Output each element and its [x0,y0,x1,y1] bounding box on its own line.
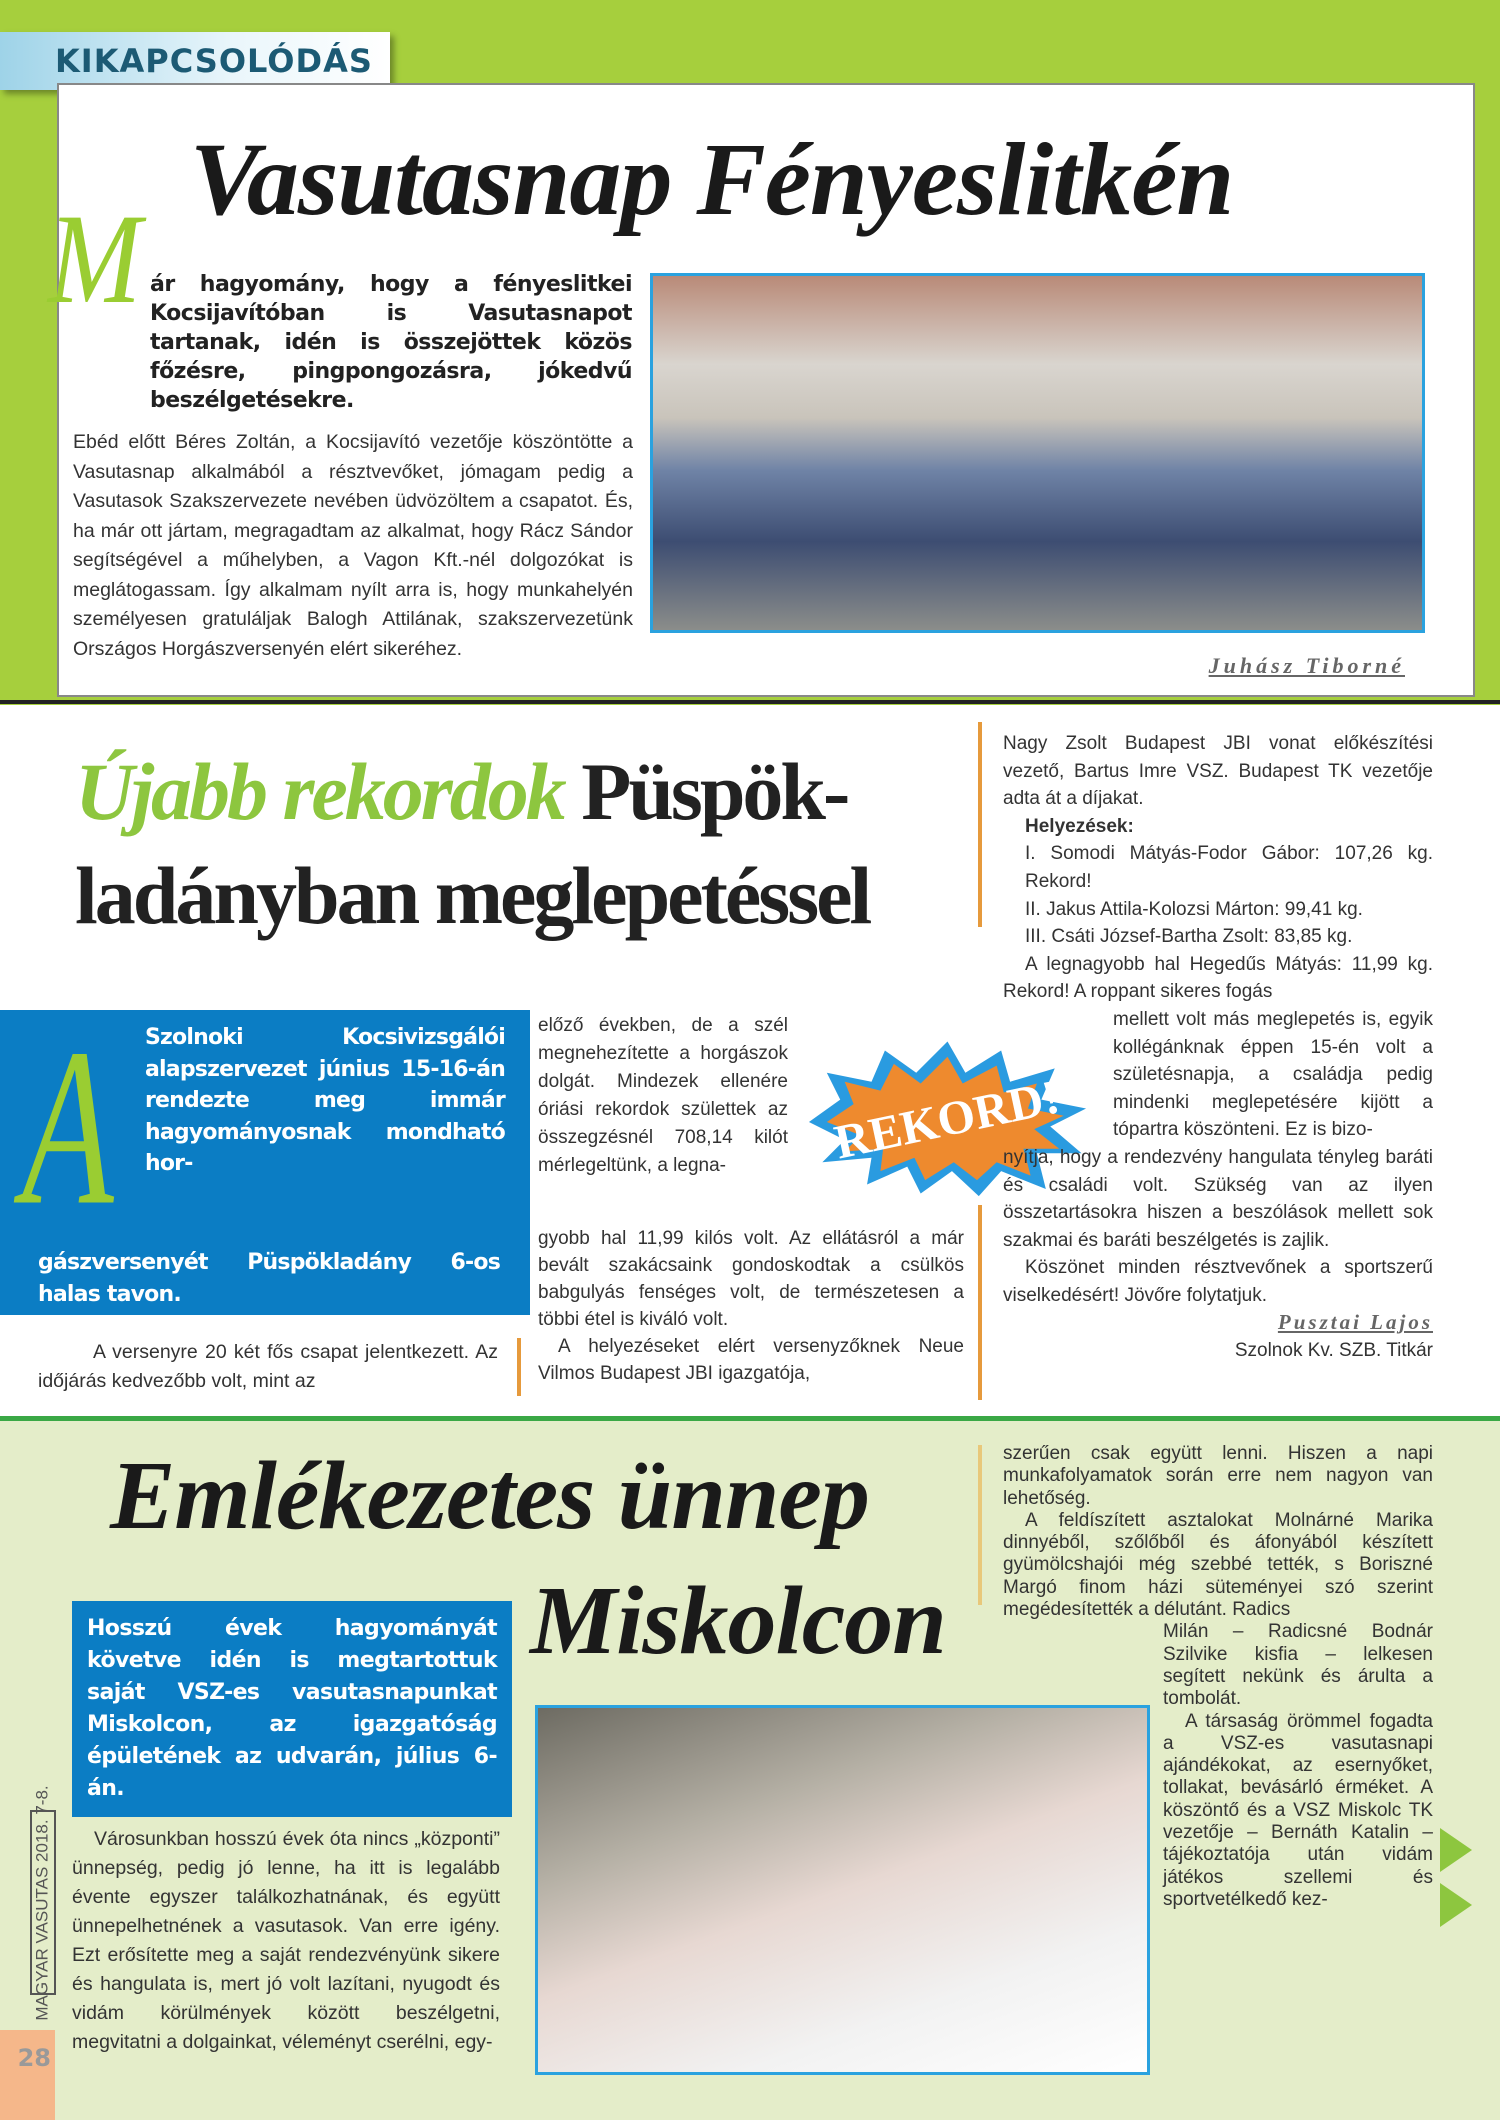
column-rule [978,1205,982,1400]
page-number: 28 [0,2030,55,2120]
paragraph: szerűen csak együtt lenni. Hiszen a napi munkafolyamatok során erre nem nagyon van lehetőség. [1003,1443,1433,1509]
paragraph: A társaság örömmel fogadta a VSZ-es vasutasnapi ajándékokat, az esernyőket, tollakat, bevásárló érméket. A köszöntő és a VSZ Miskolc TK vezetője – Bernáth Katalin – tájékoztatója után vidám játékos szellemi és sportvetélkedő kez- [1163,1710,1433,1910]
article2-col2a: előző években, de a szél megnehezítette a horgászok dolgát. Mindezek ellenére óriási rekordok születtek az összegzésnél 708,14 kilót mérlegeltünk, a legna- [538,1015,788,1176]
article2-col1: A versenyre 20 két fős csapat jelentkezett. Az időjárás kedvezőbb volt, mint az [38,1341,498,1392]
article3-lead: Hosszú évek hagyományát követve idén is megtartottuk saját VSZ-es vasutasnapunkat Miskolcon, az igazgatóság épületének az udvarán, július 6-án. [72,1601,512,1817]
next-arrow-icon [1440,1883,1472,1927]
article1-dropcap: M [48,188,142,331]
article1-title: Vasutasnap Fényeslitkén [190,122,1234,237]
title-green: Újabb rekordok [75,746,564,837]
paragraph: nyítja, hogy a rendezvény hangulata tényleg baráti és családi volt. Szükség van az ilyen összetartásokra hiszen a beszólások mellett sok szakmai és baráti beszélgetés is zajlik. [1003,1146,1433,1251]
title-line2: ladányban meglepetéssel [75,850,870,941]
article1-author: Juhász Tiborné [1208,653,1405,678]
paragraph: Nagy Zsolt Budapest JBI vonat előkészítési vezető, Bartus Imre VSZ. Budapest TK vezetője adta át a díjakat. [1003,733,1433,810]
article2-title [75,740,869,948]
result-item: II. Jakus Attila-Kolozsi Márton: 99,41 kg. [1025,898,1363,920]
article1-body: Ebéd előtt Béres Zoltán, a Kocsijavító vezetője köszöntötte a Vasutasnap alkalmából a résztvevőket, jómagam pedig a Vasutasok Szakszervezete nevében üdvözöltem a csapatot. És, ha már ott jártam, megragadtam az alkalmat, hogy Rácz Sándor segítségével a műhelyben, a Vagon Kft.-nél dolgozókat is meglátogassam. Így alkalmam nyílt arra is, hogy munkahelyén személyesen gratuláljak Balogh Attilának, szakszervezetünk Országos Horgászversenyén elért sikeréhez. [73,431,633,660]
paragraph: mellett volt más meglepetés is, egyik kollégánknak éppen 15-én volt a születésnapja, a családja pedig mindenki meglepetésére kijött a tópartra köszönteni. Ez is bizo- [1113,1008,1433,1141]
article3-col1: Városunkban hosszú évek óta nincs „központi” ünnepség, pedig jó lenne, ha itt is legalább évente egyszer találkozhatnának, és együtt ünnepelhetnének a vasutasok. Van erre igény. Ezt erősítette meg a saját rendezvényünk sikere és hangulata is, mert jó volt lazítani, nyugodt és vidám körülmények között beszélgetni, megvitatni a dolgainkat, véleményt cserélni, egy- [72,1828,500,2053]
column-rule [517,1338,521,1396]
burst-text: REKORD! [830,1070,1065,1170]
paragraph: Köszönet minden résztvevőnek a sportszerű viselkedésért! Jövőre folytatjuk. [1003,1257,1433,1306]
article2-col2b [538,1225,964,1387]
results-heading-text: Helyezések [1025,815,1128,837]
article3-title-line1: Emlékezetes ünnep [110,1442,869,1550]
results-heading: Helyezések: [1025,815,1134,837]
article3-col2 [1003,1443,1433,1911]
magazine-label [30,1784,56,2021]
article3-title-line2: Miskolcon [530,1567,946,1675]
article2-col3 [1003,730,1433,1365]
result-item: I. Somodi Mátyás-Fodor Gábor: 107,26 kg. Rekord! [1025,843,1433,892]
column-rule [978,722,982,927]
author-role: Szolnok Kv. SZB. Titkár [1234,1340,1433,1362]
article1-lead: ár hagyomány, hogy a fényeslitkei Kocsijavítóban is Vasutasnapot tartanak, idén is összejöttek közös főzésre, pingpongozásra, jókedvű beszélgetésekre. [150,272,632,413]
paragraph: A feldíszített asztalokat Molnárné Marika dinnyéből, szőlőből és áfonyából készített gyümölcshajói még szebbé tették, s Boriszné Margó finom házi süteményei szó szerint megédesítették a délutánt. Radics [1003,1509,1433,1621]
group-photo [650,273,1425,633]
next-arrow-icon [1440,1828,1472,1872]
paragraph: A helyezéseket elért versenyzőknek Neue Vilmos Budapest JBI igazgatója, [538,1336,964,1384]
paragraph: A legnagyobb hal Hegedűs Mátyás: 11,99 kg. Rekord! A roppant sikeres fogás [1003,953,1433,1003]
result-item: III. Csáti József-Bartha Zsolt: 83,85 kg. [1025,926,1353,948]
column-rule [978,1445,982,1605]
article2-dropcap: A [22,1003,114,1252]
article2-lead-end: gászversenyét Püspökladány 6-os halas tavon. [38,1250,500,1307]
section-label: KIKAPCSOLÓDÁS [0,32,390,90]
paragraph: gyobb hal 11,99 kilós volt. Az ellátásról a már bevált szakácsaink gondoskodtak a csülkös babgulyás fenséges volt, de természetesen a többi étel is kiváló volt. [538,1228,964,1330]
article2-lead: Szolnoki Kocsivizsgálói alapszervezet június 15-16-án rendezte meg immár hagyományosnak mondható hor- [145,1025,505,1176]
magazine-label-text: MAGYAR VASUTAS 2018. 7-8. [33,1784,53,2021]
article2-author: Pusztai Lajos [1277,1310,1433,1335]
title-rest: Püspök- [581,746,848,837]
paragraph: Milán – Radicsné Bodnár Szilvike kisfia – lelkesen segített nekünk és árulta a tombolát. [1163,1621,1433,1710]
divider [0,700,1500,704]
